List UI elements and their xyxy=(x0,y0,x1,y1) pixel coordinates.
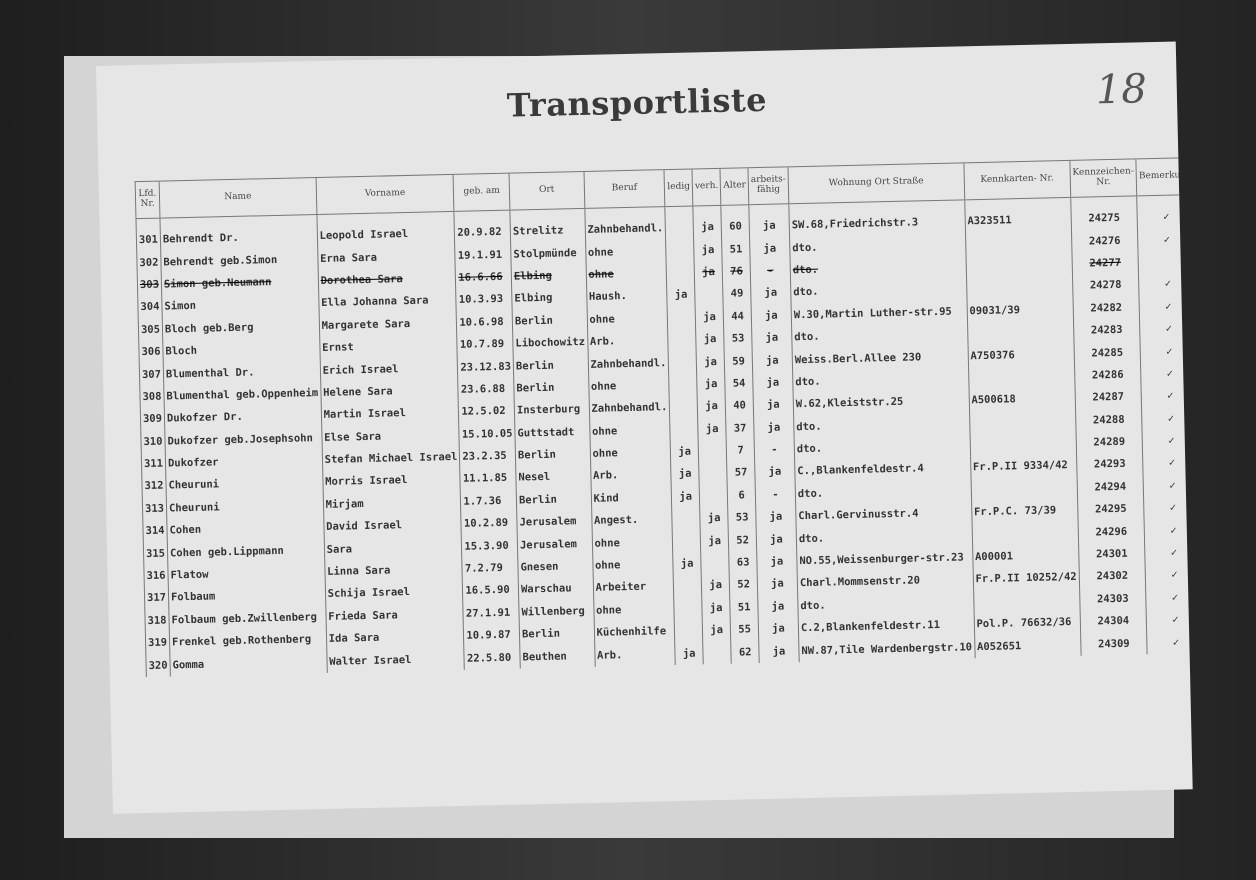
cell-kennzeichen: 24304 xyxy=(1080,609,1147,633)
cell-geb: 27.1.91 xyxy=(463,601,519,625)
cell-nr: 312 xyxy=(142,475,166,498)
cell-wohnung: Weiss.Berl.Allee 230 xyxy=(792,345,968,371)
cell-wohnung: dto. xyxy=(798,591,974,617)
cell-alter: 52 xyxy=(730,573,758,596)
cell-bem: ✓ xyxy=(1140,339,1193,363)
cell-wohnung: W.62,Kleiststr.25 xyxy=(793,389,969,415)
cell-verh xyxy=(701,552,730,575)
cell-verh xyxy=(695,283,724,306)
cell-beruf: ohne xyxy=(593,598,674,622)
cell-ort: Berlin xyxy=(514,376,589,400)
cell-arbeit: ja xyxy=(753,371,793,394)
cell-ort: Berlin xyxy=(513,353,588,377)
cell-kennzeichen: 24293 xyxy=(1076,453,1143,477)
col-nr: Lfd. Nr. xyxy=(135,181,160,219)
cell-bem: ✓ xyxy=(1141,362,1193,386)
cell-kennkarte: 09031/39 xyxy=(967,297,1074,322)
cell-kennkarte: A750376 xyxy=(968,342,1075,367)
cell-beruf: Arbeiter xyxy=(593,575,674,599)
cell-wohnung: W.30,Martin Luther-str.95 xyxy=(791,300,967,326)
cell-ort: Stolpmünde xyxy=(511,241,586,265)
cell-kennzeichen: 24302 xyxy=(1079,565,1146,589)
cell-ledig xyxy=(670,418,698,441)
cell-name: Dukofzer xyxy=(165,449,322,475)
cell-alter: 6 xyxy=(728,484,756,507)
cell-name: Simon xyxy=(162,292,319,318)
cell-vorname: Else Sara xyxy=(321,423,459,449)
col-name: Name xyxy=(159,178,317,219)
cell-alter: 57 xyxy=(727,461,755,484)
cell-name: Dukofzer geb.Josephsohn xyxy=(165,426,322,452)
col-kennzeichen: Kennzeichen- Nr. xyxy=(1070,159,1137,197)
cell-nr: 316 xyxy=(144,564,168,587)
cell-ledig: ja xyxy=(667,284,695,307)
cell-kennkarte: Fr.P.II 9334/42 xyxy=(970,454,1077,479)
cell-verh xyxy=(698,440,727,463)
cell-arbeit: ja xyxy=(757,572,797,595)
cell-arbeit: - xyxy=(754,438,794,461)
cell-name: Cheuruni xyxy=(166,494,323,520)
cell-nr: 318 xyxy=(145,609,169,632)
cell-verh: ja xyxy=(701,574,730,597)
cell-wohnung: C.2,Blankenfeldestr.11 xyxy=(798,613,974,639)
cell-kennzeichen: 24295 xyxy=(1077,497,1144,521)
cell-kennkarte: A500618 xyxy=(969,387,1076,412)
cell-vorname: Dorothea Sara xyxy=(318,267,456,293)
cell-geb: 22.5.80 xyxy=(464,646,520,670)
cell-vorname: Ida Sara xyxy=(326,625,464,651)
cell-kennkarte: A052651 xyxy=(974,633,1081,658)
cell-ledig: ja xyxy=(671,440,699,463)
cell-ort: Jerusalem xyxy=(517,532,592,556)
cell-bem: ✓ xyxy=(1145,563,1192,587)
cell-alter: 40 xyxy=(726,394,754,417)
table-body xyxy=(136,195,1193,677)
cell-alter: 51 xyxy=(730,596,758,619)
cell-ort: Strelitz xyxy=(510,208,585,243)
cell-beruf: ohne xyxy=(592,553,673,577)
cell-bem: ✓ xyxy=(1139,272,1193,296)
cell-beruf: Angest. xyxy=(591,508,672,532)
cell-ort: Nesel xyxy=(516,465,591,489)
cell-vorname: Frieda Sara xyxy=(325,602,463,628)
cell-name: Cohen geb.Lippmann xyxy=(167,538,324,564)
cell-kennzeichen: 24285 xyxy=(1074,341,1141,365)
cell-nr: 301 xyxy=(136,218,161,251)
cell-geb: 10.7.89 xyxy=(457,333,513,357)
cell-name: Simon geb.Neumann xyxy=(161,270,318,296)
cell-kennzeichen: 24288 xyxy=(1075,408,1142,432)
col-ledig: ledig xyxy=(664,169,692,207)
cell-arbeit: ja xyxy=(750,237,790,260)
cell-kennzeichen: 24276 xyxy=(1071,229,1138,253)
cell-ort: Berlin xyxy=(519,622,594,646)
cell-verh: ja xyxy=(695,305,724,328)
cell-bem xyxy=(1138,250,1193,274)
cell-name: Blumenthal geb.Oppenheim xyxy=(164,382,321,408)
cell-alter: 7 xyxy=(727,439,755,462)
cell-arbeit: ja xyxy=(751,304,791,327)
cell-alter: 37 xyxy=(726,417,754,440)
cell-alter: 62 xyxy=(731,641,759,664)
cell-vorname: David Israel xyxy=(323,513,461,539)
cell-kennzeichen: 24275 xyxy=(1071,196,1138,230)
cell-ort: Beuthen xyxy=(520,644,595,668)
cell-bem: ✓ xyxy=(1144,496,1193,520)
cell-ledig xyxy=(669,373,697,396)
cell-nr: 307 xyxy=(139,363,163,386)
cell-alter: 59 xyxy=(725,350,753,373)
cell-name: Gomma xyxy=(170,650,327,676)
cell-arbeit: ja xyxy=(758,595,798,618)
cell-vorname: Linna Sara xyxy=(324,558,462,584)
cell-nr: 303 xyxy=(137,273,161,296)
cell-wohnung: SW.68,Friedrichstr.3 xyxy=(789,200,965,237)
cell-geb: 15.3.90 xyxy=(462,534,518,558)
cell-nr: 320 xyxy=(146,654,170,677)
cell-wohnung: dto. xyxy=(794,434,970,460)
cell-geb: 16.5.90 xyxy=(463,579,519,603)
cell-kennkarte: Fr.P.II 10252/42 xyxy=(973,566,1080,591)
col-vorname: Vorname xyxy=(316,174,455,214)
cell-verh: ja xyxy=(693,205,722,239)
cell-bem: ✓ xyxy=(1137,195,1193,229)
cell-name: Frenkel geb.Rothenberg xyxy=(169,628,326,654)
cell-wohnung: dto. xyxy=(790,233,966,259)
cell-beruf: Zahnbehandl. xyxy=(589,396,670,420)
cell-ledig xyxy=(672,507,700,530)
cell-alter: 55 xyxy=(731,618,759,641)
cell-geb: 16.6.66 xyxy=(456,265,512,289)
cell-geb: 10.6.98 xyxy=(457,310,513,334)
cell-kennzeichen: 24294 xyxy=(1077,475,1144,499)
cell-ort: Guttstadt xyxy=(515,420,590,444)
cell-beruf: Arb. xyxy=(590,463,671,487)
cell-ledig xyxy=(668,306,696,329)
cell-beruf: ohne xyxy=(590,441,671,465)
cell-kennkarte xyxy=(971,477,1078,502)
cell-geb: 23.12.83 xyxy=(458,355,514,379)
cell-kennkarte xyxy=(972,521,1079,546)
cell-wohnung: NW.87,Tile Wardenbergstr.10 xyxy=(799,636,975,662)
cell-vorname: Leopold Israel xyxy=(317,211,455,247)
cell-geb: 23.2.35 xyxy=(460,444,516,468)
cell-nr: 311 xyxy=(141,452,165,475)
cell-name: Dukofzer Dr. xyxy=(164,404,321,430)
cell-vorname: Martin Israel xyxy=(321,401,459,427)
cell-ledig xyxy=(674,575,702,598)
cell-ort: Berlin xyxy=(512,308,587,332)
cell-bem: ✓ xyxy=(1138,227,1193,251)
cell-wohnung: dto. xyxy=(795,479,971,505)
cell-nr: 310 xyxy=(141,430,165,453)
cell-kennkarte xyxy=(970,432,1077,457)
cell-arbeit: ja xyxy=(759,640,799,663)
cell-arbeit: ja xyxy=(754,416,794,439)
cell-bem: ✓ xyxy=(1141,384,1193,408)
cell-ort: Insterburg xyxy=(514,398,589,422)
cell-bem: ✓ xyxy=(1143,451,1193,475)
cell-beruf: Zahnbehandl. xyxy=(588,351,669,375)
cell-wohnung: Charl.Gervinusstr.4 xyxy=(796,501,972,527)
cell-verh xyxy=(703,641,732,664)
cell-kennzeichen: 24286 xyxy=(1074,363,1141,387)
col-bemerkung: Bemerkung xyxy=(1136,158,1193,196)
cell-bem: ✓ xyxy=(1145,541,1193,565)
cell-geb: 1.7.36 xyxy=(461,489,517,513)
cell-alter: 49 xyxy=(723,282,751,305)
cell-ledig: ja xyxy=(672,485,700,508)
cell-kennkarte xyxy=(965,230,1072,255)
cell-alter: 53 xyxy=(728,506,756,529)
cell-beruf: Kind xyxy=(591,486,672,510)
cell-nr: 317 xyxy=(144,587,168,610)
transport-table xyxy=(135,157,1193,677)
cell-kennkarte xyxy=(968,365,1075,390)
cell-verh: ja xyxy=(702,619,731,642)
cell-bem: ✓ xyxy=(1140,317,1193,341)
cell-wohnung: Charl.Mommsenstr.20 xyxy=(797,568,973,594)
cell-geb: 7.2.79 xyxy=(462,556,518,580)
cell-nr: 308 xyxy=(140,385,164,408)
cell-verh: ja xyxy=(694,238,723,261)
cell-ort: Elbing xyxy=(511,264,586,288)
cell-ort: Warschau xyxy=(518,577,593,601)
cell-ledig xyxy=(667,261,695,284)
cell-name: Bloch geb.Berg xyxy=(162,315,319,341)
cell-verh: ja xyxy=(700,507,729,530)
cell-kennzeichen: 24303 xyxy=(1079,587,1146,611)
cell-alter: 51 xyxy=(722,238,750,261)
cell-wohnung: dto. xyxy=(790,255,966,281)
page-number: 18 xyxy=(1095,66,1148,114)
col-arbeit: arbeits- fähig xyxy=(748,167,789,205)
col-ort: Ort xyxy=(509,171,584,210)
cell-bem: ✓ xyxy=(1139,295,1193,319)
cell-arbeit: - xyxy=(755,483,795,506)
cell-wohnung: dto. xyxy=(794,412,970,438)
col-wohnung: Wohnung Ort Straße xyxy=(788,163,964,204)
cell-kennkarte xyxy=(969,409,1076,434)
cell-ort: Berlin xyxy=(516,488,591,512)
cell-alter: 52 xyxy=(729,529,757,552)
cell-vorname: Stefan Michael Israel xyxy=(322,446,460,472)
cell-arbeit: ja xyxy=(752,326,792,349)
cell-ledig xyxy=(668,328,696,351)
cell-vorname: Ella Johanna Sara xyxy=(318,289,456,315)
cell-ledig xyxy=(669,351,697,374)
cell-vorname: Schija Israel xyxy=(325,580,463,606)
cell-geb: 23.6.88 xyxy=(458,377,514,401)
cell-kennkarte xyxy=(967,320,1074,345)
cell-wohnung: dto. xyxy=(791,277,967,303)
cell-geb: 10.2.89 xyxy=(461,512,517,536)
cell-geb: 11.1.85 xyxy=(460,467,516,491)
cell-verh: ja xyxy=(696,328,725,351)
cell-kennkarte: A323511 xyxy=(964,197,1071,232)
cell-wohnung: NO.55,Weissenburger-str.23 xyxy=(797,546,973,572)
cell-arbeit: ja xyxy=(755,461,795,484)
cell-ledig xyxy=(665,206,693,240)
cell-name: Blumenthal Dr. xyxy=(163,359,320,385)
cell-name: Flatow xyxy=(168,561,325,587)
cell-arbeit: ja xyxy=(756,528,796,551)
cell-alter: 76 xyxy=(722,260,750,283)
cell-wohnung: C.,Blankenfeldestr.4 xyxy=(795,457,971,483)
cell-wohnung: dto. xyxy=(793,367,969,393)
cell-kennzeichen: 24296 xyxy=(1078,520,1145,544)
cell-arbeit: ja xyxy=(753,393,793,416)
cell-vorname: Erna Sara xyxy=(317,244,455,270)
cell-kennkarte: Pol.P. 76632/36 xyxy=(974,611,1081,636)
cell-ledig: ja xyxy=(671,463,699,486)
cell-nr: 315 xyxy=(143,542,167,565)
cell-vorname: Walter Israel xyxy=(327,647,465,673)
cell-ledig: ja xyxy=(673,552,701,575)
cell-arbeit: ja xyxy=(749,204,790,238)
cell-beruf: ohne xyxy=(586,262,667,286)
cell-kennzeichen: 24301 xyxy=(1078,542,1145,566)
cell-ort: Elbing xyxy=(512,286,587,310)
cell-verh: ja xyxy=(697,395,726,418)
col-geb: geb. am xyxy=(454,173,510,211)
cell-nr: 305 xyxy=(138,318,162,341)
cell-vorname: Morris Israel xyxy=(322,468,460,494)
cell-ort: Libochowitz xyxy=(513,331,588,355)
cell-nr: 313 xyxy=(142,497,166,520)
col-kennkarte: Kennkarten- Nr. xyxy=(964,160,1071,199)
transport-list-sheet xyxy=(96,41,1193,813)
cell-name: Behrendt geb.Simon xyxy=(161,247,318,273)
page-title: Transportliste xyxy=(506,80,768,125)
cell-beruf: ohne xyxy=(587,307,668,331)
cell-arbeit: - xyxy=(750,259,790,282)
cell-ledig xyxy=(666,239,694,262)
cell-beruf: ohne xyxy=(592,531,673,555)
cell-nr: 309 xyxy=(140,408,164,431)
cell-alter: 60 xyxy=(721,205,749,239)
cell-bem: ✓ xyxy=(1144,519,1192,543)
col-verh: verh. xyxy=(692,168,721,206)
cell-vorname: Margarete Sara xyxy=(319,311,457,337)
cell-bem: ✓ xyxy=(1142,407,1193,431)
cell-geb: 10.9.87 xyxy=(464,624,520,648)
cell-beruf: Haush. xyxy=(586,284,667,308)
cell-arbeit: ja xyxy=(758,617,798,640)
cell-verh xyxy=(699,484,728,507)
cell-beruf: Arb. xyxy=(594,642,675,666)
cell-beruf: ohne xyxy=(588,374,669,398)
cell-beruf: Zahnbehandl. xyxy=(584,207,666,242)
cell-beruf: Küchenhilfe xyxy=(594,620,675,644)
cell-vorname: Erich Israel xyxy=(320,356,458,382)
cell-ort: Jerusalem xyxy=(517,510,592,534)
cell-geb: 20.9.82 xyxy=(454,210,510,244)
cell-name: Bloch xyxy=(163,337,320,363)
cell-vorname: Helene Sara xyxy=(320,379,458,405)
cell-ledig xyxy=(670,396,698,419)
cell-ort: Willenberg xyxy=(519,599,594,623)
cell-verh xyxy=(699,462,728,485)
cell-ledig xyxy=(673,530,701,553)
cell-arbeit: ja xyxy=(751,281,791,304)
cell-verh: ja xyxy=(697,373,726,396)
cell-nr: 302 xyxy=(137,251,161,274)
cell-geb: 12.5.02 xyxy=(459,400,515,424)
cell-beruf: ohne xyxy=(589,419,670,443)
cell-alter: 54 xyxy=(725,372,753,395)
cell-geb: 10.3.93 xyxy=(456,288,512,312)
cell-kennkarte: A00001 xyxy=(972,544,1079,569)
cell-kennkarte xyxy=(966,275,1073,300)
cell-vorname: Ernst xyxy=(319,334,457,360)
cell-alter: 53 xyxy=(724,327,752,350)
cell-bem: ✓ xyxy=(1146,586,1193,610)
cell-nr: 304 xyxy=(138,296,162,319)
cell-ledig xyxy=(674,597,702,620)
cell-name: Folbaum geb.Zwillenberg xyxy=(169,606,326,632)
cell-kennzeichen: 24289 xyxy=(1076,430,1143,454)
cell-vorname: Sara xyxy=(324,535,462,561)
cell-nr: 314 xyxy=(143,520,167,543)
cell-verh: ja xyxy=(694,261,723,284)
cell-verh: ja xyxy=(696,350,725,373)
cell-kennzeichen: 24283 xyxy=(1073,318,1140,342)
cell-name: Cheuruni xyxy=(166,471,323,497)
cell-ledig xyxy=(675,619,703,642)
cell-arbeit: ja xyxy=(756,505,796,528)
cell-wohnung: dto. xyxy=(792,322,968,348)
cell-name: Cohen xyxy=(167,516,324,542)
cell-arbeit: ja xyxy=(752,349,792,372)
cell-verh: ja xyxy=(698,417,727,440)
cell-kennkarte xyxy=(966,253,1073,278)
cell-arbeit: ja xyxy=(757,550,797,573)
cell-beruf: Arb. xyxy=(587,329,668,353)
cell-nr: 306 xyxy=(139,341,163,364)
col-alter: Alter xyxy=(720,168,748,206)
cell-geb: 15.10.05 xyxy=(459,422,515,446)
cell-alter: 63 xyxy=(729,551,757,574)
cell-kennzeichen: 24309 xyxy=(1080,632,1147,656)
cell-bem: ✓ xyxy=(1147,630,1193,654)
cell-alter: 44 xyxy=(724,305,752,328)
cell-ort: Berlin xyxy=(515,443,590,467)
cell-kennkarte xyxy=(973,588,1080,613)
col-beruf: Beruf xyxy=(584,170,666,209)
cell-vorname: Mirjam xyxy=(323,491,461,517)
cell-verh: ja xyxy=(702,596,731,619)
cell-kennkarte: Fr.P.C. 73/39 xyxy=(971,499,1078,524)
cell-ledig: ja xyxy=(675,642,703,665)
cell-bem: ✓ xyxy=(1146,608,1192,632)
cell-geb: 19.1.91 xyxy=(455,243,511,267)
cell-nr: 319 xyxy=(145,632,169,655)
cell-name: Behrendt Dr. xyxy=(160,215,317,251)
cell-bem: ✓ xyxy=(1143,474,1192,498)
cell-verh: ja xyxy=(700,529,729,552)
cell-bem: ✓ xyxy=(1142,429,1192,453)
cell-ort: Gnesen xyxy=(518,555,593,579)
cell-kennzeichen: 24278 xyxy=(1072,274,1139,298)
cell-wohnung: dto. xyxy=(796,524,972,550)
cell-kennzeichen: 24287 xyxy=(1075,385,1142,409)
cell-kennzeichen: 24282 xyxy=(1073,296,1140,320)
cell-kennzeichen: 24277 xyxy=(1072,251,1139,275)
cell-name: Folbaum xyxy=(168,583,325,609)
cell-beruf: ohne xyxy=(585,240,666,264)
